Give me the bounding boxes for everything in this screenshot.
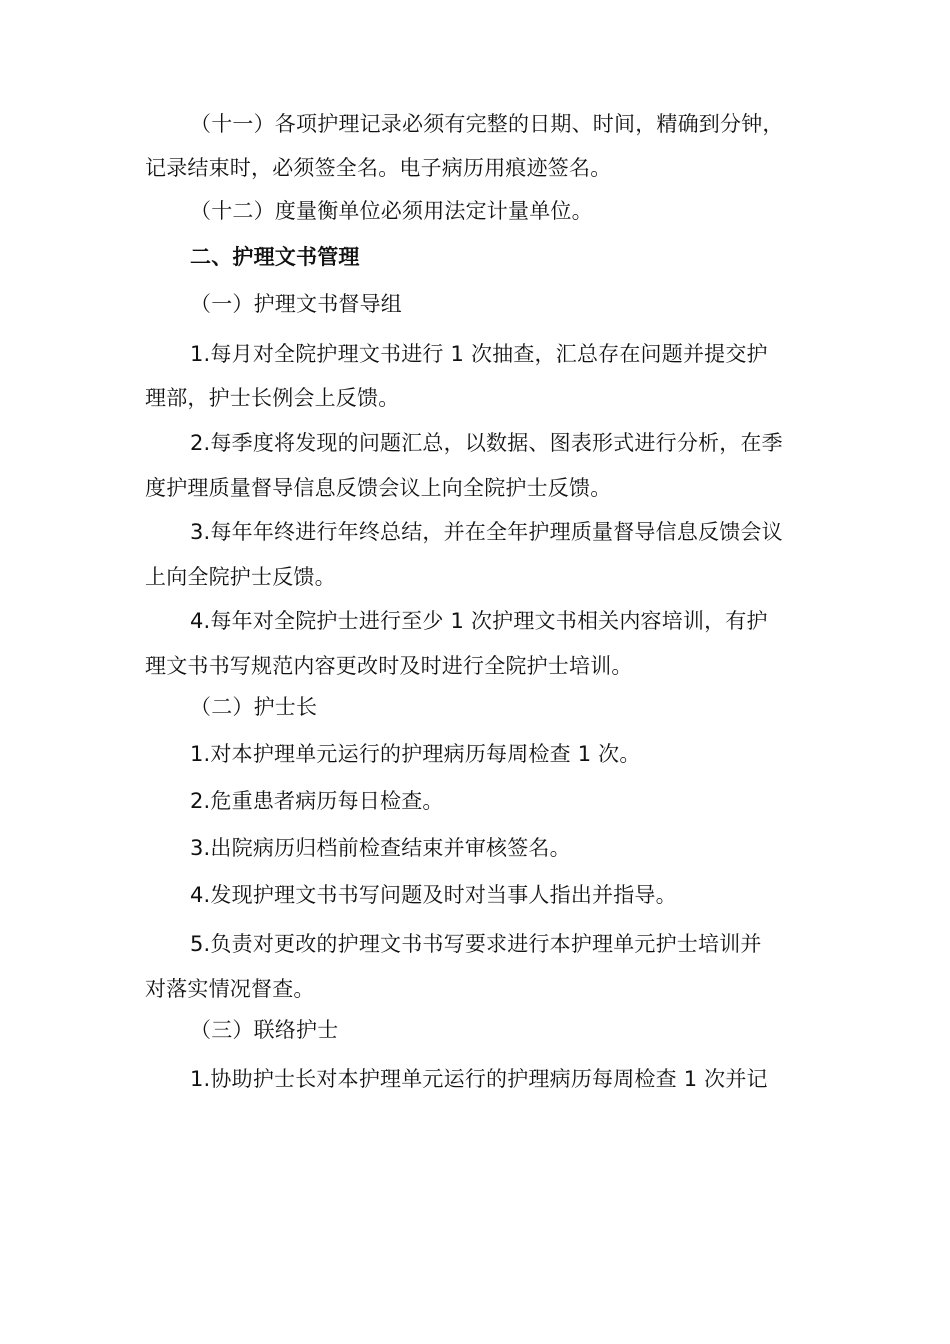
list-item-line: 4.发现护理文书书写问题及时对当事人指出并指导。 [190, 883, 677, 907]
list-item-line: 4.每年对全院护士进行至少 1 次护理文书相关内容培训，有护 [190, 609, 768, 633]
paragraph-line: （十一）各项护理记录必须有完整的日期、时间，精确到分钟， [190, 112, 784, 136]
list-item-line: 3.出院病历归档前检查结束并审核签名。 [190, 836, 571, 860]
list-item-line: 5.负责对更改的护理文书书写要求进行本护理单元护士培训并 [190, 932, 762, 956]
section-heading: 二、护理文书管理 [190, 245, 360, 269]
subsection-heading: （二）护士长 [190, 695, 318, 719]
list-item-line: 度护理质量督导信息反馈会议上向全院护士反馈。 [145, 476, 612, 500]
list-item-line: 理文书书写规范内容更改时及时进行全院护士培训。 [145, 654, 633, 678]
paragraph-line: 记录结束时，必须签全名。电子病历用痕迹签名。 [145, 156, 612, 180]
list-item-line: 2.危重患者病历每日检查。 [190, 789, 444, 813]
list-item-line: 1.每月对全院护理文书进行 1 次抽查，汇总存在问题并提交护 [190, 342, 768, 366]
list-item-line: 3.每年年终进行年终总结，并在全年护理质量督导信息反馈会议 [190, 520, 783, 544]
paragraph-line: （十二）度量衡单位必须用法定计量单位。 [190, 199, 593, 223]
list-item-line: 1.对本护理单元运行的护理病历每周检查 1 次。 [190, 742, 641, 766]
list-item-line: 2.每季度将发现的问题汇总，以数据、图表形式进行分析，在季 [190, 431, 783, 455]
list-item-line: 理部，护士长例会上反馈。 [145, 386, 400, 410]
list-item-line: 对落实情况督查。 [145, 977, 315, 1001]
list-item-line: 上向全院护士反馈。 [145, 565, 336, 589]
subsection-heading: （一）护理文书督导组 [190, 292, 402, 316]
subsection-heading: （三）联络护士 [190, 1018, 339, 1042]
list-item-line: 1.协助护士长对本护理单元运行的护理病历每周检查 1 次并记 [190, 1067, 768, 1091]
